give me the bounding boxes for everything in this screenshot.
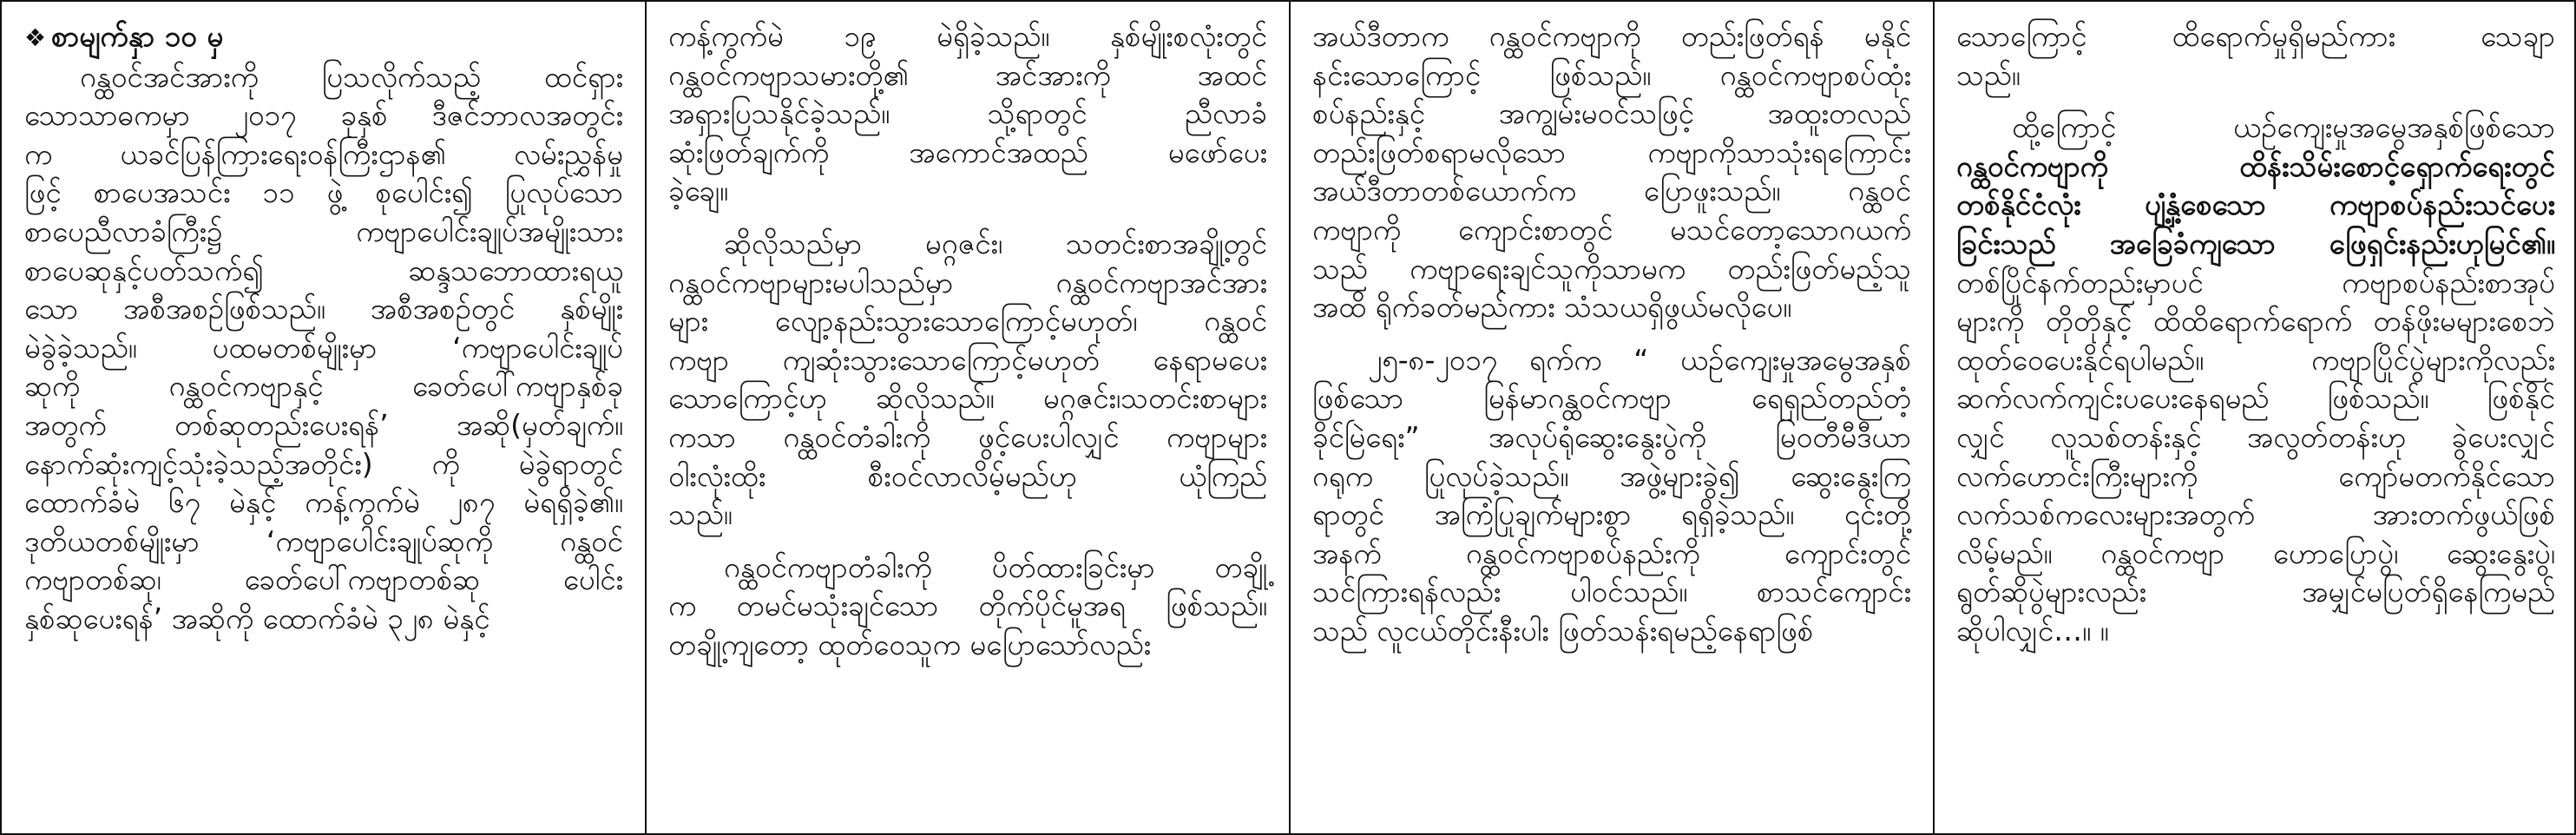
- text-line: စာပေညီလာခံကြီး၌ ကဗျာပေါင်းချုပ်အမျိုးသား: [24, 214, 623, 248]
- text-line: သောကြောင့်ဟု ဆိုလိုသည်။ မဂ္ဂဇင်း၊သတင်းစာများ: [668, 381, 1267, 416]
- text-line: ဂန္ထဝင်အင်အားကို ပြသလိုက်သည့် ထင်ရှား: [80, 59, 623, 94]
- text-line: သင်ကြားရန်လည်း ပါဝင်သည်။ စာသင်ကျောင်း: [1312, 575, 1911, 609]
- text-line: ထောက်ခံမဲ ၆၇ မဲနှင့် ကန့်ကွက်မဲ ၂၈၇ မဲရရှိခဲ့၏။: [24, 485, 623, 520]
- text-line: ထို့ကြောင့် ယဉ်ကျေးမှုအမွေအနှစ်ဖြစ်သော: [2012, 110, 2555, 145]
- text-line: အနက် ဂန္ထဝင်ကဗျာစပ်နည်းကို ကျောင်းတွင်: [1312, 536, 1911, 570]
- text-line: စပ်နည်းနှင့် အကျွမ်းမဝင်သဖြင့် အထူးတလည်: [1312, 96, 1911, 131]
- paragraph: [1956, 17, 2555, 95]
- paragraph: [1312, 341, 1911, 651]
- text-line: တည်းဖြတ်စရာမလိုသော ကဗျာကိုသာသုံးရကြောင်း: [1312, 135, 1911, 169]
- text-line: ရွတ်ဆိုပွဲများလည်း အမျှင်မပြတ်ရှိနေကြမည်: [1956, 575, 2555, 609]
- text-line: ကဗျာ ကျဆုံးသွားသောကြောင့်မဟုတ် နေရာမပေး: [668, 342, 1267, 377]
- text-line: အထိ ရိုက်ခတ်မည်ကား သံသယရှိဖွယ်မလိုပေ။: [1312, 290, 1792, 325]
- text-line: ထုတ်ဝေပေးနိုင်ရပါမည်။ ကဗျာပြိုင်ပွဲများကိုလည်း: [1956, 342, 2555, 377]
- text-line: နောက်ဆုံးကျင့်သုံးခဲ့သည့်အတိုင်း) ကို မဲခွဲရာတွင်: [24, 446, 623, 481]
- paragraph: [668, 549, 1267, 665]
- text-line: ခိုင်မြဲရေး” အလုပ်ရုံဆွေးနွေးပွဲကို မြဝတီမီဒီယာ: [1312, 419, 1911, 454]
- paragraph: [668, 17, 1267, 211]
- text-line: သောကြောင့် ထိရောက်မှုရှိမည်ကား သေချာ: [1956, 19, 2555, 53]
- text-line: ၂၅-၈-၂၀၁၇ ရက်က “ ယဉ်ကျေးမှုအမွေအနှစ်: [1368, 342, 1911, 377]
- text-line: ဂန္ထဝင်ကဗျာသမားတို့၏ အင်အားကို အထင်: [668, 57, 1267, 92]
- text-line: လျှင် လူသစ်တန်းနှင့် အလွတ်တန်းဟု ခွဲပေးလျှင်: [1956, 419, 2555, 454]
- text-line: က ယခင်ပြန်ကြားရေးဝန်ကြီးဌာန၏ လမ်းညွှန်မှု: [24, 136, 623, 171]
- text-line: အယ်ဒီတာက ဂန္ထဝင်ကဗျာကို တည်းဖြတ်ရန် မနိုင်: [1312, 19, 1911, 53]
- text-line: ဝါးလုံးထိုး စီးဝင်လာလိမ့်မည်ဟု ယုံကြည်: [668, 458, 1267, 493]
- text-line: ကန့်ကွက်မဲ ၁၉ မဲရှိခဲ့သည်။ နှစ်မျိုးစလုံးတွင်: [668, 19, 1267, 53]
- paragraph: [1312, 17, 1911, 327]
- text-line: ခြင်းသည် အခြေခံကျသော ဖြေရှင်းနည်းဟုမြင်၏။: [1956, 226, 2555, 260]
- text-line: တစ်ပြိုင်နက်တည်းမှာပင် ကဗျာစပ်နည်းစာအုပ်: [1956, 265, 2555, 299]
- text-line: ဒုတိယတစ်မျိုးမှာ ‘ကဗျာပေါင်းချုပ်ဆုကို ဂန္ထဝင်: [24, 523, 623, 558]
- text-line: ရာတွင် အကြံပြုချက်များစွာ ရရှိခဲ့သည်။ ၎င်းတို့: [1312, 497, 1911, 532]
- text-line: သောသာဓကမှာ ၂၀၁၇ ခုနှစ် ဒီဇင်ဘာလအတွင်း: [24, 98, 623, 133]
- article-column-3: [1290, 2, 1934, 833]
- text-line: ဂန္ထဝင်ကဗျာတံခါးကို ပိတ်ထားခြင်းမှာ တချို့: [724, 549, 1267, 584]
- paragraph: [1956, 108, 2555, 650]
- diamond-bullet-icon: ❖: [24, 23, 47, 52]
- text-line: သည်။: [1956, 57, 2021, 92]
- text-line: တစ်နိုင်ငံလုံး ပျံ့နှံ့စေသော ကဗျာစပ်နည်းသင်ပေး: [1956, 187, 2555, 222]
- text-line: ကသာ ဂန္ထဝင်တံခါးကို ဖွင့်ပေးပါလျှင် ကဗျာများ: [668, 419, 1267, 454]
- text-line: ဖြင့် စာပေအသင်း ၁၁ ဖွဲ့ စုပေါင်း၍ ပြုလုပ်သော: [24, 175, 623, 210]
- paragraph: [668, 225, 1267, 535]
- text-line: ဆုံးဖြတ်ချက်ကို အကောင်အထည် မဖော်ပေး: [668, 135, 1267, 169]
- text-line: အတွက် တစ်ဆုတည်းပေးရန်’ အဆို(မှတ်ချက်။: [24, 407, 623, 442]
- paragraph-gap: [668, 535, 1267, 549]
- text-line: ဆက်လက်ကျင်းပပေးနေရမည် ဖြစ်သည်။ ဖြစ်နိုင်: [1956, 381, 2555, 416]
- text-line: သည် လူငယ်တိုင်းနီးပါး ဖြတ်သန်းရမည့်နေရာဖြစ်: [1312, 613, 1814, 648]
- text-line: စာပေဆုနှင့်ပတ်သက်၍ ဆန္ဒသဘောထားရယူ: [24, 253, 623, 287]
- text-line: နှစ်ဆုပေးရန်’ အဆိုကို ထောက်ခံမဲ ၃၂၈ မဲနှင့်: [24, 601, 490, 635]
- text-line: က တမင်မသုံးချင်သော တိုက်ပိုင်မူအရ ဖြစ်သည်။: [668, 588, 1267, 623]
- text-line: လက်ဟောင်းကြီးများကို ကျော်မတက်နိုင်သော: [1956, 458, 2555, 493]
- article-column-1: [2, 2, 646, 833]
- text-line: သည် ကဗျာရေးချင်သူကိုသာမက တည်းဖြတ်မည့်သူ: [1312, 251, 1911, 286]
- text-line: ဂန္ထဝင်ကဗျာများမပါသည်မှာ ဂန္ထဝင်ကဗျာအင်အား: [668, 265, 1267, 299]
- text-line: တချို့ကျတော့ ထုတ်ဝေသူက မပြောသော်လည်း: [668, 627, 1152, 661]
- text-line: လက်သစ်ကလေးများအတွက် အားတက်ဖွယ်ဖြစ်: [1956, 497, 2555, 532]
- heading-text: စာမျက်နှာ ၁၀ မှ: [51, 19, 224, 53]
- text-line: လိမ့်မည်။ ဂန္ထဝင်ကဗျာ ဟောပြောပွဲ၊ ဆွေးနွေးပွဲ၊: [1956, 536, 2555, 570]
- text-line: ဆိုလိုသည်မှာ မဂ္ဂဇင်း၊ သတင်းစာအချို့တွင်: [724, 226, 1267, 260]
- paragraph-gap: [668, 211, 1267, 225]
- paragraph-gap: [1312, 327, 1911, 341]
- text-line: အယ်ဒီတာတစ်ယောက်က ပြောဖူးသည်။ ဂန္ထဝင်: [1312, 174, 1911, 208]
- continuation-heading: [24, 17, 623, 58]
- paragraph: [24, 58, 623, 639]
- text-line: ဆိုပါလျှင်…။ ။: [1956, 613, 2109, 648]
- text-line: သော အစီအစဉ်ဖြစ်သည်။ အစီအစဉ်တွင် နှစ်မျိုး: [24, 292, 623, 326]
- article-column-2: [646, 2, 1290, 833]
- article-column-4: [1934, 2, 2576, 833]
- text-line: များကို တိုတိုနှင့် ထိထိရောက်ရောက် တန်ဖိုးမများစေဘဲ: [1956, 304, 2555, 339]
- text-line: ကဗျာကို ကျောင်းစာတွင် မသင်တော့သောဂယက်: [1312, 212, 1911, 247]
- text-line: အရှားပြသနိုင်ခဲ့သည်။ သို့ရာတွင် ညီလာခံ: [668, 96, 1267, 131]
- text-line: မဲခွဲခဲ့သည်။ ပထမတစ်မျိုးမှာ ‘ကဗျာပေါင်းချုပ်: [24, 330, 623, 365]
- text-line: ဂရုက ပြုလုပ်ခဲ့သည်။ အဖွဲ့များခွဲ၍ ဆွေးနွေးကြ: [1312, 458, 1911, 493]
- text-line: ကဗျာတစ်ဆု၊ ခေတ်ပေါ်ကဗျာတစ်ဆု ပေါင်း: [24, 562, 623, 597]
- text-line: များ လျော့နည်းသွားသောကြောင့်မဟုတ်၊ ဂန္ထဝင်: [668, 304, 1267, 339]
- text-line: ခဲ့ချေ။: [668, 174, 728, 208]
- text-line: သည်။: [668, 497, 733, 532]
- text-line: ဖြစ်သော မြန်မာဂန္ထဝင်ကဗျာ ရေရှည်တည်တံ့: [1312, 381, 1911, 416]
- text-line: ဂန္ထဝင်ကဗျာကို ထိန်းသိမ်းစောင့်ရှောက်ရေးတွင်: [1956, 148, 2555, 183]
- paragraph-gap: [1956, 95, 2555, 108]
- text-line: ဆုကို ဂန္ထဝင်ကဗျာနှင့် ခေတ်ပေါ်ကဗျာနှစ်ခု: [24, 369, 623, 404]
- text-line: နင်းသောကြောင့် ဖြစ်သည်။ ဂန္ထဝင်ကဗျာစပ်ထုံး: [1312, 57, 1911, 92]
